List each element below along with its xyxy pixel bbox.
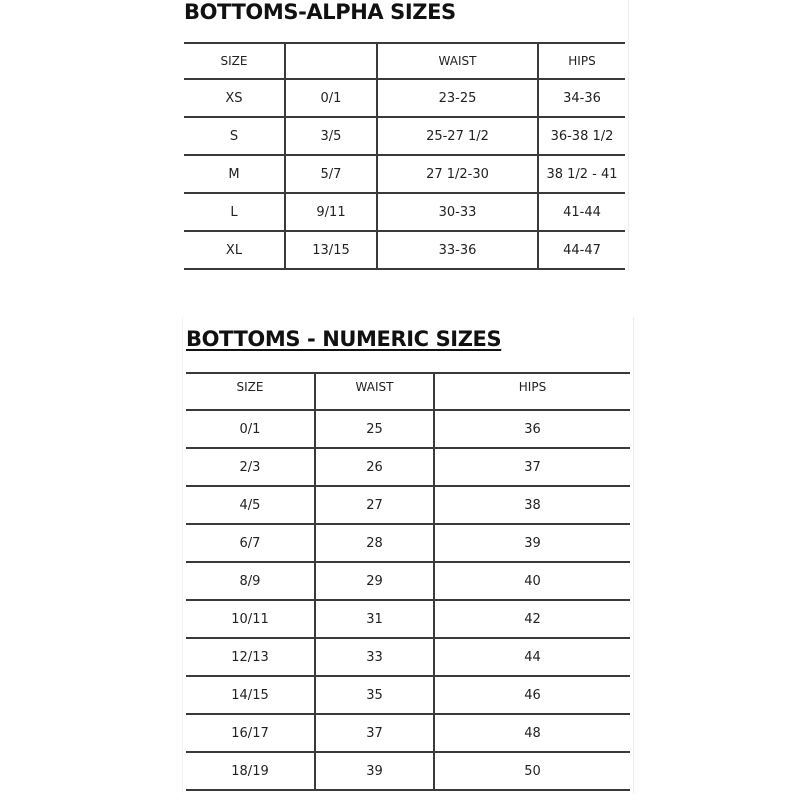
alpha-header-row [184, 43, 625, 79]
numeric-size-chart [182, 317, 634, 793]
alpha-waist-cell: 23-25 [377, 79, 538, 117]
alpha-waist-cell: 30-33 [377, 193, 538, 231]
numeric-size-table [186, 372, 630, 791]
alpha-numeric-cell: 13/15 [285, 231, 377, 269]
alpha-size-cell: S [184, 117, 285, 155]
alpha-size-cell: XL [184, 231, 285, 269]
table-row [186, 714, 630, 752]
alpha-header-numeric [285, 43, 377, 79]
numeric-size-cell: 8/9 [186, 562, 315, 600]
numeric-hips-cell: 46 [434, 676, 630, 714]
numeric-waist-cell: 31 [315, 600, 434, 638]
table-row [184, 79, 625, 117]
alpha-header-waist: WAIST [377, 43, 538, 79]
table-row [184, 231, 625, 269]
numeric-hips-cell: 39 [434, 524, 630, 562]
alpha-size-cell: L [184, 193, 285, 231]
alpha-size-cell: XS [184, 79, 285, 117]
alpha-hips-cell: 41-44 [538, 193, 625, 231]
numeric-hips-cell: 36 [434, 410, 630, 448]
numeric-hips-cell: 48 [434, 714, 630, 752]
numeric-header-hips: HIPS [434, 373, 630, 410]
numeric-size-cell: 16/17 [186, 714, 315, 752]
table-row [186, 486, 630, 524]
numeric-waist-cell: 26 [315, 448, 434, 486]
numeric-header-size: SIZE [186, 373, 315, 410]
numeric-size-cell: 12/13 [186, 638, 315, 676]
alpha-size-cell: M [184, 155, 285, 193]
numeric-waist-cell: 25 [315, 410, 434, 448]
table-row [186, 752, 630, 790]
numeric-hips-cell: 38 [434, 486, 630, 524]
numeric-size-cell: 10/11 [186, 600, 315, 638]
numeric-size-cell: 0/1 [186, 410, 315, 448]
table-row [184, 155, 625, 193]
table-row [186, 448, 630, 486]
numeric-chart-title: BOTTOMS - NUMERIC SIZES [186, 327, 502, 351]
numeric-waist-cell: 27 [315, 486, 434, 524]
numeric-size-cell: 6/7 [186, 524, 315, 562]
table-row [184, 117, 625, 155]
numeric-waist-cell: 39 [315, 752, 434, 790]
alpha-size-chart [182, 0, 629, 272]
table-row [186, 410, 630, 448]
alpha-numeric-cell: 5/7 [285, 155, 377, 193]
alpha-numeric-cell: 9/11 [285, 193, 377, 231]
alpha-hips-cell: 44-47 [538, 231, 625, 269]
numeric-hips-cell: 40 [434, 562, 630, 600]
numeric-waist-cell: 35 [315, 676, 434, 714]
numeric-waist-cell: 33 [315, 638, 434, 676]
numeric-hips-cell: 50 [434, 752, 630, 790]
alpha-hips-cell: 36-38 1/2 [538, 117, 625, 155]
numeric-size-cell: 4/5 [186, 486, 315, 524]
numeric-waist-cell: 29 [315, 562, 434, 600]
numeric-hips-cell: 37 [434, 448, 630, 486]
numeric-hips-cell: 44 [434, 638, 630, 676]
table-row [186, 524, 630, 562]
alpha-waist-cell: 25-27 1/2 [377, 117, 538, 155]
table-row [186, 600, 630, 638]
numeric-size-cell: 18/19 [186, 752, 315, 790]
numeric-header-row [186, 373, 630, 410]
alpha-hips-cell: 38 1/2 - 41 [538, 155, 625, 193]
numeric-hips-cell: 42 [434, 600, 630, 638]
table-row [184, 193, 625, 231]
table-row [186, 638, 630, 676]
alpha-waist-cell: 33-36 [377, 231, 538, 269]
alpha-chart-title: BOTTOMS-ALPHA SIZES [184, 0, 456, 24]
alpha-numeric-cell: 3/5 [285, 117, 377, 155]
numeric-size-cell: 14/15 [186, 676, 315, 714]
alpha-waist-cell: 27 1/2-30 [377, 155, 538, 193]
numeric-size-cell: 2/3 [186, 448, 315, 486]
table-row [186, 676, 630, 714]
alpha-numeric-cell: 0/1 [285, 79, 377, 117]
numeric-waist-cell: 37 [315, 714, 434, 752]
alpha-hips-cell: 34-36 [538, 79, 625, 117]
table-row [186, 562, 630, 600]
numeric-header-waist: WAIST [315, 373, 434, 410]
numeric-waist-cell: 28 [315, 524, 434, 562]
alpha-header-hips: HIPS [538, 43, 625, 79]
alpha-header-size: SIZE [184, 43, 285, 79]
alpha-size-table [184, 42, 625, 270]
